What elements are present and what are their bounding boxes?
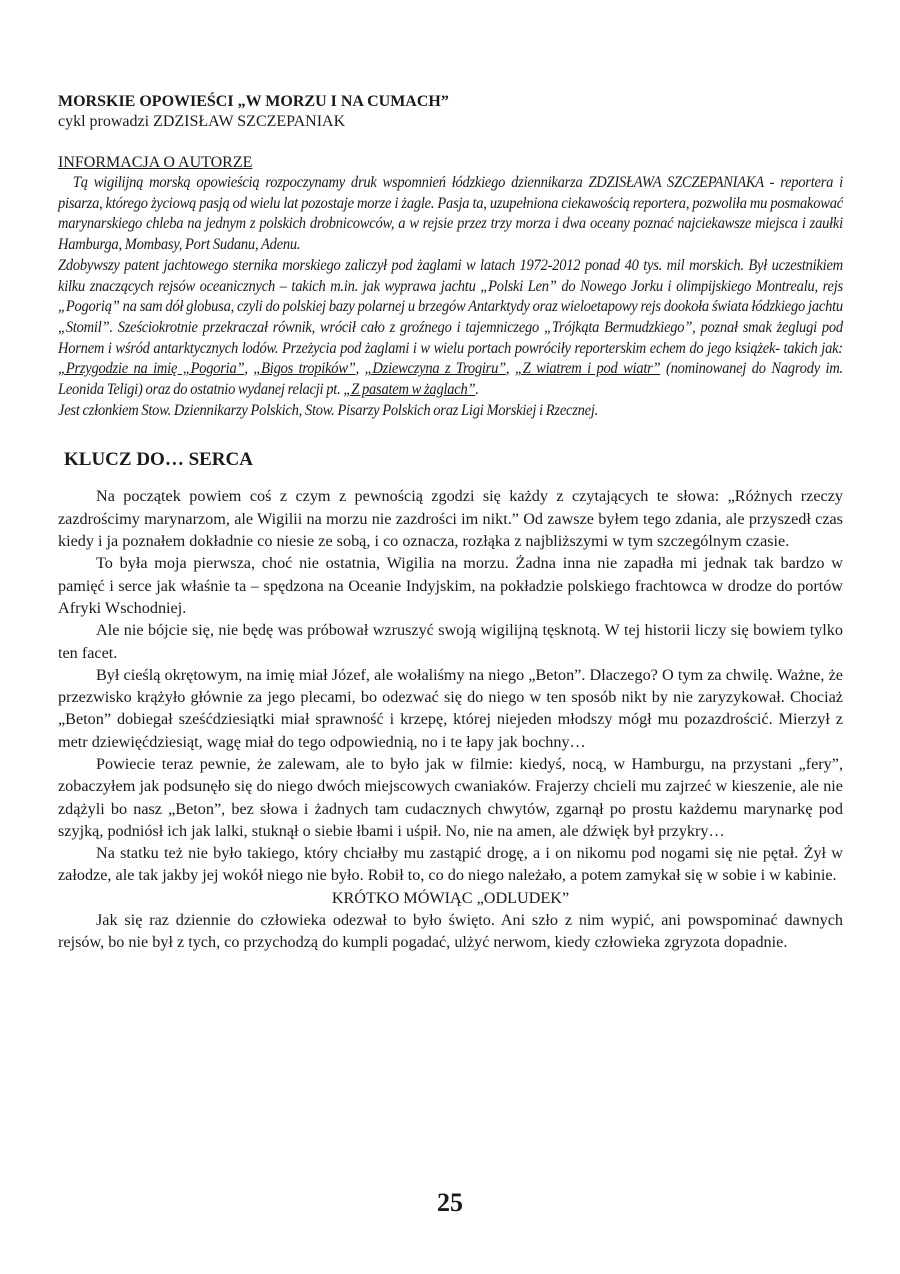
author-info-paragraph: Tą wigilijną morską opowieścią rozpoczynamy druk wspomnień łódzkiego dziennikarza ZDZISŁAWA SZCZEPANIAKA - reportera i pisarza, którego życiową pasją od wielu lat pozostaje morze i żagle. Pasja ta, uzupełniona ciekawością reportera, pozwoliła mu posmakować marynarskiego chleba na jednym z polskich drobnicowców, a w rejsie przez trzy morza i dwa oceany poznać najciekawsze miejsca i zaułki Hamburga, Mombasy, Port Sudanu, Adenu. [58, 174, 843, 254]
story-subheading: KRÓTKO MÓWIĄC „ODLUDEK” [331, 888, 570, 907]
book-title: „Dziewczyna z Trogiru” [364, 360, 506, 378]
book-title: „Z wiatrem i pod wiatr” [514, 360, 661, 378]
nomination-note: (nominowanej do Nagrody im. Leonida Teligi) oraz do ostatnio wydanej relacji pt. [58, 360, 843, 399]
story-paragraph: To była moja pierwsza, choć nie ostatnia, Wigilia na morzu. Żadna inna nie zapadła mi jednak tak bardzo w pamięć i serce jak właśnie ta – spędzona na Oceanie Indyjskim, na pokładzie polskiego frachtowca w drodze do portów Afryki Wschodniej. [58, 554, 843, 617]
author-info-paragraph [58, 256, 843, 401]
separator: , [244, 360, 254, 378]
book-title: „Z pasatem w żaglach” [343, 381, 476, 399]
book-title: „Przygodzie na imię „Pogoria” [58, 360, 245, 378]
separator: , [355, 360, 365, 378]
story-paragraph: Ale nie bójcie się, nie będę was próbował wzruszyć swoją wigilijną tęsknotą. W tej historii liczy się bowiem tylko ten facet. [58, 621, 843, 662]
story-paragraph: Powiecie teraz pewnie, że zalewam, ale to było jak w filmie: kiedyś, nocą, w Hamburgu, na przystani „fery”, zobaczyłem jak podsunęło się do niego dwóch miejscowych cwaniaków. Frajerzy chcieli mu zajrzeć w kieszenie, ale nie zdążyli bo nasz „Beton”, bez słowa i żadnych tam cudacznych chwytów, zgarnął po prostu każdemu marynarkę pod szyjką, podniósł ich jak lalki, stuknął o siebie łbami i uśpił. No, nie na amen, ale dźwięk był przykry… [58, 755, 843, 840]
story-paragraph: Na statku też nie było takiego, który chciałby mu zastąpić drogę, a i on nikomu pod nogami się nie pętał. Żył w załodze, ale tak jakby jej wokół niego nie było. Robił to, co do niego należało, a potem zamykał się w sobie i w kabinie. [58, 844, 843, 885]
story-paragraph: Na początek powiem coś z czym z pewnością zgodzi się każdy z czytających te słowa: „Różnych rzeczy zazdrościmy marynarzom, ale Wigilii na morzu nie zazdrości im nikt.” Od zawsze byłem tego zdania, ale przyszedł czas kiedy i ja poznałem dokładnie co niesie ze sobą, i co oznacza, rozłąka z najbliższymi w tym szczególnym czasie. [58, 487, 843, 551]
story-paragraph: Był cieślą okrętowym, na imię miał Józef, ale wołaliśmy na niego „Beton”. Dlaczego? O tym za chwilę. Ważne, że przezwisko krążyło głównie za jego plecami, bo odezwać się do niego w ten sposób nikt by nie zaryzykował. Chociaż „Beton” dobiegał sześćdziesiątki miał sprawność i krzepę, której niejeden młodszy mógł mu pozazdrościć. Mierzył z metr dziewięćdziesiąt, wagę miał do tego odpowiednią, no i te łapy jak bochny… [58, 665, 843, 751]
story-paragraph: Jak się raz dziennie do człowieka odezwał to było święto. Ani szło z nim wypić, ani powspominać dawnych rejsów, bo nie był z tych, co przychodzą do kumpli pogadać, ulżyć nerwom, kiedy człowieka zgryzota dopadnie. [58, 911, 843, 952]
series-subtitle: cykl prowadzi ZDZISŁAW SZCZEPANIAK [58, 113, 346, 130]
author-info-heading: INFORMACJA O AUTORZE [58, 154, 253, 171]
separator: , [505, 360, 515, 378]
series-title: MORSKIE OPOWIEŚCI „W MORZU I NA CUMACH” [58, 93, 449, 110]
book-title: „Bigos tropików” [253, 360, 356, 378]
author-info [58, 173, 843, 421]
page-number: 25 [437, 1188, 463, 1217]
story-title: KLUCZ DO… SERCA [64, 449, 253, 471]
story-body [58, 485, 843, 953]
author-info-text: Zdobywszy patent jachtowego sternika morskiego zaliczył pod żaglami w latach 1972-2012 ponad 40 tys. mil morskich. Był uczestnikiem kilku znaczących rejsów oceanicznych – takich m.in. jak wyprawa jachtu „Polski Len” do Nowego Jorku i olimpijskiego Montrealu, rejs „Pogorią” na sam dół globusa, czyli do polskiej bazy polarnej u brzegów Antarktydy oraz wieloetapowy rejs dookoła świata łódzkiego jachtu „Stomil”. Sześciokrotnie przekraczał równik, wrócił cało z groźnego i tajemniczego „Trójkąta Bermudzkiego”, poznał smak żeglugi pod Hornem i wśród antarktycznych lodów. Przeżycia pod żaglami i w wielu portach powróciły reporterskim echem do jego książek- takich jak: [58, 256, 843, 357]
author-info-paragraph: Jest członkiem Stow. Dziennikarzy Polskich, Stow. Pisarzy Polskich oraz Ligi Morskiej i Rzecznej. [58, 401, 599, 419]
document-page [58, 92, 843, 954]
punctuation: . [475, 381, 479, 399]
